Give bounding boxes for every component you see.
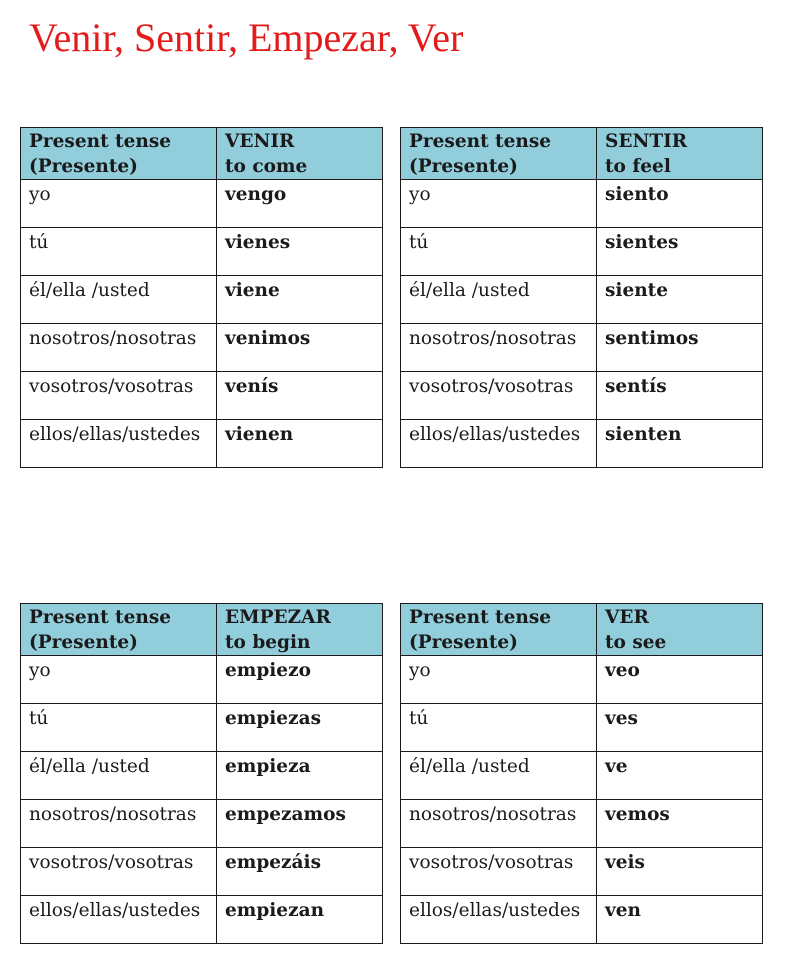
pronoun-cell: ellos/ellas/ustedes [401, 420, 597, 468]
table-row [21, 752, 383, 800]
verb-header-cell [217, 128, 383, 180]
conjugated-form-cell: vienes [217, 228, 383, 276]
tense-header-cell [401, 128, 597, 180]
verb-meaning: to begin [225, 632, 311, 653]
table-row [401, 228, 763, 276]
tense-label: Present tense [29, 131, 172, 152]
conjugated-form-cell: sientes [597, 228, 763, 276]
pronoun-cell: nosotros/nosotras [21, 800, 217, 848]
conjugated-form-cell: veo [597, 656, 763, 704]
conjugated-form-cell: venís [217, 372, 383, 420]
conjugated-form-cell: empiezo [217, 656, 383, 704]
table-row [21, 704, 383, 752]
table-row [21, 656, 383, 704]
verb-infinitive: SENTIR [605, 131, 688, 152]
pronoun-cell: ellos/ellas/ustedes [21, 896, 217, 944]
conjugated-form-cell: siento [597, 180, 763, 228]
table-row [21, 800, 383, 848]
table-header-row [21, 128, 383, 180]
pronoun-cell: tú [21, 704, 217, 752]
pronoun-cell: vosotros/vosotras [401, 372, 597, 420]
table-row [21, 276, 383, 324]
table-row [21, 180, 383, 228]
conjugated-form-cell: viene [217, 276, 383, 324]
verb-header-cell [217, 604, 383, 656]
pronoun-cell: tú [401, 704, 597, 752]
pronoun-cell: él/ella /usted [21, 752, 217, 800]
conjugated-form-cell: empezáis [217, 848, 383, 896]
pronoun-cell: nosotros/nosotras [21, 324, 217, 372]
tense-header-cell [21, 128, 217, 180]
pronoun-cell: yo [21, 180, 217, 228]
verb-infinitive: EMPEZAR [225, 607, 331, 628]
table-row [401, 752, 763, 800]
table-row [21, 228, 383, 276]
pronoun-cell: él/ella /usted [21, 276, 217, 324]
conjugation-table-sentir [400, 127, 763, 468]
conjugated-form-cell: empieza [217, 752, 383, 800]
table-row [401, 800, 763, 848]
conjugated-form-cell: ve [597, 752, 763, 800]
conjugated-form-cell: vienen [217, 420, 383, 468]
pronoun-cell: yo [401, 656, 597, 704]
table-row [401, 704, 763, 752]
conjugation-table-empezar [20, 603, 383, 944]
table-row [401, 420, 763, 468]
pronoun-cell: ellos/ellas/ustedes [401, 896, 597, 944]
tense-header-cell [21, 604, 217, 656]
pronoun-cell: tú [401, 228, 597, 276]
pronoun-cell: vosotros/vosotras [401, 848, 597, 896]
conjugated-form-cell: sienten [597, 420, 763, 468]
table-row [401, 848, 763, 896]
conjugated-form-cell: sentimos [597, 324, 763, 372]
conjugated-form-cell: vengo [217, 180, 383, 228]
table-row [401, 372, 763, 420]
pronoun-cell: tú [21, 228, 217, 276]
tense-label: Present tense [409, 131, 552, 152]
table-row [401, 324, 763, 372]
conjugated-form-cell: empiezan [217, 896, 383, 944]
conjugated-form-cell: vemos [597, 800, 763, 848]
pronoun-cell: yo [401, 180, 597, 228]
table-row [21, 848, 383, 896]
pronoun-cell: yo [21, 656, 217, 704]
conjugated-form-cell: siente [597, 276, 763, 324]
tense-label-spanish: (Presente) [409, 632, 518, 653]
conjugated-form-cell: sentís [597, 372, 763, 420]
conjugated-form-cell: empezamos [217, 800, 383, 848]
tense-header-cell [401, 604, 597, 656]
pronoun-cell: vosotros/vosotras [21, 848, 217, 896]
table-row [401, 896, 763, 944]
table-row [21, 896, 383, 944]
table-row [21, 372, 383, 420]
verb-header-cell [597, 128, 763, 180]
table-header-row [401, 604, 763, 656]
pronoun-cell: vosotros/vosotras [21, 372, 217, 420]
verb-infinitive: VER [605, 607, 649, 628]
table-row [401, 180, 763, 228]
verb-infinitive: VENIR [225, 131, 295, 152]
tense-label: Present tense [29, 607, 172, 628]
pronoun-cell: él/ella /usted [401, 752, 597, 800]
conjugated-form-cell: veis [597, 848, 763, 896]
table-row [21, 324, 383, 372]
table-row [401, 656, 763, 704]
verb-meaning: to feel [605, 156, 671, 177]
pronoun-cell: ellos/ellas/ustedes [21, 420, 217, 468]
verb-header-cell [597, 604, 763, 656]
pronoun-cell: él/ella /usted [401, 276, 597, 324]
table-row [21, 420, 383, 468]
verb-meaning: to come [225, 156, 308, 177]
tense-label-spanish: (Presente) [29, 632, 138, 653]
conjugated-form-cell: empiezas [217, 704, 383, 752]
page-title: Venir, Sentir, Empezar, Ver [29, 15, 464, 60]
table-header-row [21, 604, 383, 656]
tense-label-spanish: (Presente) [409, 156, 518, 177]
pronoun-cell: nosotros/nosotras [401, 324, 597, 372]
conjugation-table-ver [400, 603, 763, 944]
pronoun-cell: nosotros/nosotras [401, 800, 597, 848]
conjugated-form-cell: ven [597, 896, 763, 944]
conjugated-form-cell: venimos [217, 324, 383, 372]
verb-meaning: to see [605, 632, 667, 653]
table-header-row [401, 128, 763, 180]
conjugation-table-venir [20, 127, 383, 468]
table-row [401, 276, 763, 324]
tense-label: Present tense [409, 607, 552, 628]
conjugated-form-cell: ves [597, 704, 763, 752]
tense-label-spanish: (Presente) [29, 156, 138, 177]
